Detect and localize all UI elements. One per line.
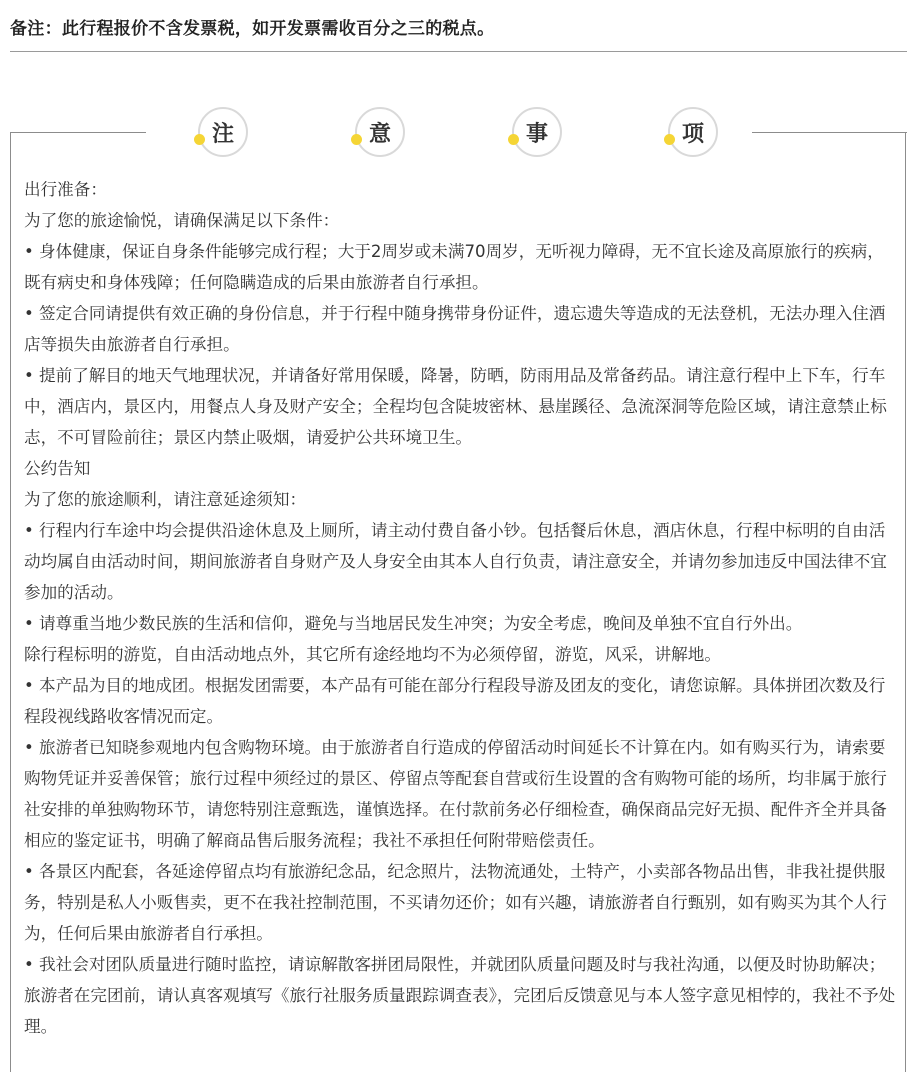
paragraph-respect-customs: • 请尊重当地少数民族的生活和信仰，避免与当地居民发生冲突；为安全考虑，晚间及单独不宜自行外出。 [24, 614, 803, 633]
paragraph-convention-title: 公约告知 [24, 459, 91, 478]
paragraph-souvenirs: • 各景区内配套，各延途停留点均有旅游纪念品，纪念照片，法物流通处，土特产，小卖部各物品出售，非我社提供服务，特别是私人小贩售卖，更不在我社控制范围，不买请勿还价；如有兴趣，请旅游者自行甄别，如有购买为其个人行为，任何后果由旅游者自行承担。 [24, 862, 887, 943]
notice-box-top-line-left [10, 132, 146, 133]
paragraph-health: • 身体健康，保证自身条件能够完成行程；大于2周岁或未满70周岁，无听视力障碍，无不宜长途及高原旅行的疾病，既有病史和身体残障；任何隐瞒造成的后果由旅游者自行承担。 [24, 242, 884, 292]
yellow-dot-icon [664, 134, 675, 145]
notice-box-top-line-right [752, 132, 907, 133]
top-divider [10, 51, 907, 52]
paragraph-conditions-intro: 为了您的旅途愉悦，请确保满足以下条件： [24, 211, 340, 230]
paragraph-weather-safety: • 提前了解目的地天气地理状况，并请备好常用保暖，降暑，防晒，防雨用品及常备药品。请注意行程中上下车，行车中，酒店内，景区内，用餐点人身及财产安全；全程均包含陡坡密林、悬崖蹊径、急流深洞等危险区域，请注意禁止标志，不可冒险前往；景区内禁止吸烟，请爱护公共环境卫生。 [24, 366, 887, 447]
remark-text: 备注：此行程报价不含发票税，如开发票需收百分之三的税点。 [10, 19, 495, 39]
notice-content [24, 174, 898, 1042]
paragraph-route-intro: 为了您的旅途顺利，请注意延途须知： [24, 490, 307, 509]
heading-char-zhu: 注 [198, 107, 248, 157]
heading-char-yi: 意 [355, 107, 405, 157]
paragraph-stops-note: 除行程标明的游览，自由活动地点外，其它所有途经地均不为必须停留，游览，风采，讲解地。 [24, 645, 721, 664]
heading-char-shi: 事 [512, 107, 562, 157]
paragraph-shopping: • 旅游者已知晓参观地内包含购物环境。由于旅游者自行造成的停留活动时间延长不计算在内。如有购买行为，请索要购物凭证并妥善保管；旅行过程中须经过的景区、停留点等配套自营或衍生设置的含有购物可能的场所，均非属于旅行社安排的单独购物环节，请您特别注意甄选，谨慎选择。在付款前务必仔细检查，确保商品完好无损、配件齐全并具备相应的鉴定证书，明确了解商品售后服务流程；我社不承担任何附带赔偿责任。 [24, 738, 887, 850]
heading-char-xiang: 项 [668, 107, 718, 157]
paragraph-group-formation: • 本产品为目的地成团。根据发团需要，本产品有可能在部分行程段导游及团友的变化，请您谅解。具体拼团次数及行程段视线路收客情况而定。 [24, 676, 886, 726]
yellow-dot-icon [194, 134, 205, 145]
paragraph-travel-prep-title: 出行准备： [24, 180, 107, 199]
yellow-dot-icon [508, 134, 519, 145]
paragraph-quality-monitoring: • 我社会对团队质量进行随时监控，请谅解散客拼团局限性，并就团队质量问题及时与我社沟通，以便及时协助解决；旅游者在完团前，请认真客观填写《旅行社服务质量跟踪调查表》，完团后反馈意见与本人签字意见相悖的，我社不予处理。 [24, 955, 896, 1036]
paragraph-identity: • 签定合同请提供有效正确的身份信息，并于行程中随身携带身份证件，遗忘遗失等造成的无法登机，无法办理入住酒店等损失由旅游者自行承担。 [24, 304, 886, 354]
yellow-dot-icon [351, 134, 362, 145]
paragraph-rest-stops: • 行程内行车途中均会提供沿途休息及上厕所，请主动付费自备小钞。包括餐后休息，酒店休息，行程中标明的自由活动均属自由活动时间，期间旅游者自身财产及人身安全由其本人自行负责，请注意安全，并请勿参加违反中国法律不宜参加的活动。 [24, 521, 887, 602]
